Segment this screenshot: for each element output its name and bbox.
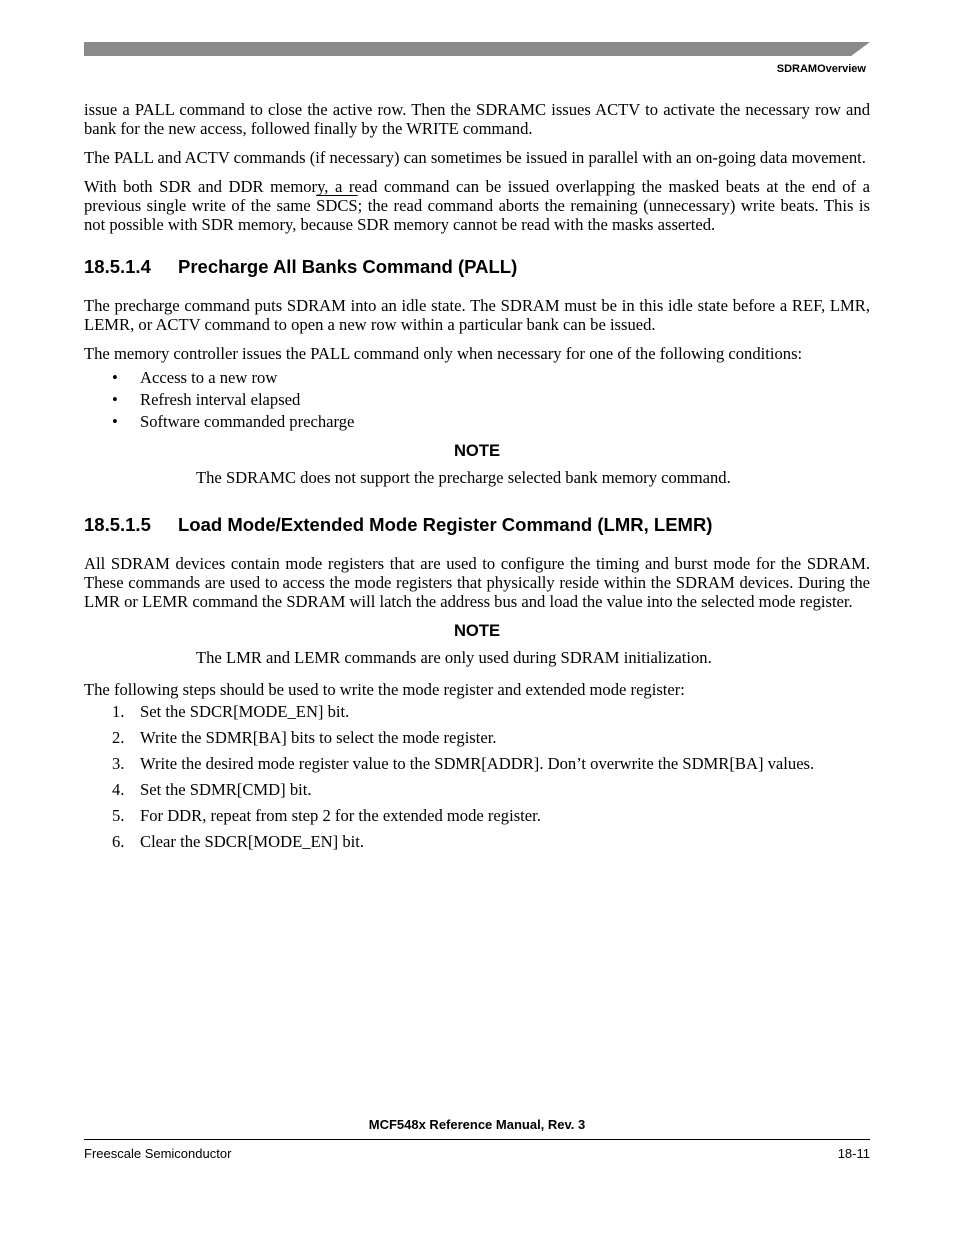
para3-before: With both SDR and DDR memory, a read command can be issued overlapping the masked beats at the end of a previous single write of the same [84,177,870,215]
list-item: 3. Write the desired mode register value to the SDMR[ADDR]. Don’t overwrite the SDMR[BA] values. [112,754,815,773]
paragraph-continuation: issue a PALL command to close the active row. Then the SDRAMC issues ACTV to activate the necessary row and bank for the new access, followed finally by the WRITE command. [84,100,870,138]
bullet-mark: • [112,390,118,409]
section-heading-pall [84,256,870,278]
page-content [84,100,870,857]
list-item: 4. Set the SDMR[CMD] bit. [112,780,312,799]
note-title: NOTE [453,441,501,460]
note-box-pall [84,441,870,488]
paragraph-sdr-ddr [84,177,870,234]
page-number: 18-11 [837,1146,870,1161]
list-item: 5. For DDR, repeat from step 2 for the extended mode register. [112,806,541,825]
list-item: 6. Clear the SDCR[MODE_EN] bit. [112,832,364,851]
list-item: 1. Set the SDCR[MODE_EN] bit. [112,702,350,721]
paragraph-precharge: The precharge command puts SDRAM into an idle state. The SDRAM must be in this idle state before a REF, LMR, LEMR, or ACTV command to open a new row within a particular bank can be issued. [84,296,870,334]
section-title: Load Mode/Extended Mode Register Command (LMR, LEMR) [178,514,713,535]
list-item: • Software commanded precharge [112,412,355,431]
paragraph-steps-intro: The following steps should be used to write the mode register and extended mode register: [84,680,685,699]
conditions-list [84,367,870,433]
sdcs-signal: SDCS [316,196,358,215]
note-text: The LMR and LEMR commands are only used during SDRAM initialization. [196,648,712,667]
section-title: Precharge All Banks Command (PALL) [178,256,518,277]
header-bar [84,42,870,56]
paragraph-pall-conditions: The memory controller issues the PALL command only when necessary for one of the following conditions: [84,344,803,363]
bullet-mark: • [112,368,118,387]
paragraph-mode-registers: All SDRAM devices contain mode registers that are used to configure the timing and burst mode for the SDRAM. These commands are used to access the mode registers that physically reside within the SDRAM devices. During the LMR or LEMR command the SDRAM will latch the address bus and load the value into the selected mode register. [84,554,870,611]
paragraph-pall-actv: The PALL and ACTV commands (if necessary) can sometimes be issued in parallel with an on-going data movement. [84,148,866,167]
footer-divider [84,1139,870,1140]
list-item: • Access to a new row [112,368,278,387]
section-heading-lmr [84,514,870,536]
list-item: • Refresh interval elapsed [112,390,301,409]
section-number: 18.5.1.5 [84,514,151,535]
list-item: 2. Write the SDMR[BA] bits to select the mode register. [112,728,497,747]
footer-company: Freescale Semiconductor [84,1146,232,1161]
note-title: NOTE [453,621,501,640]
bullet-mark: • [112,412,118,431]
steps-list [84,701,870,852]
para3-after: ; the read command aborts the remaining (unnecessary) write beats. This is not possible with SDR memory, because SDR memory cannot be read with the masks asserted. [84,196,870,234]
running-header-section: SDRAMOverview [776,63,866,75]
note-box-lmr [84,621,870,668]
note-text: The SDRAMC does not support the precharge selected bank memory command. [196,468,731,487]
footer-document-title: MCF548x Reference Manual, Rev. 3 [368,1117,586,1132]
section-number: 18.5.1.4 [84,256,151,277]
